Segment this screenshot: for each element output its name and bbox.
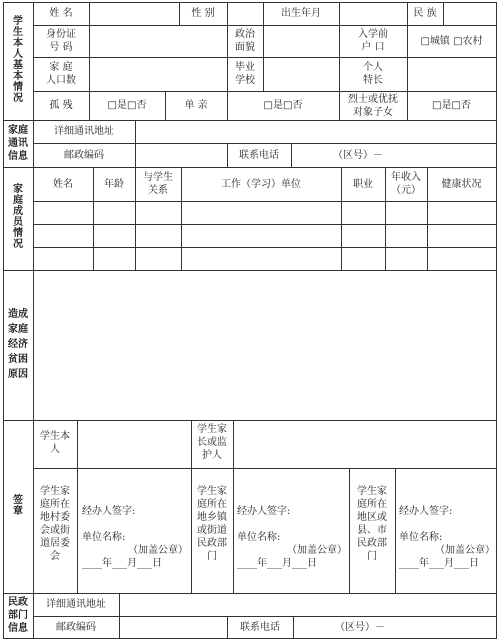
field-birth[interactable] <box>340 3 406 24</box>
section-student-label: 学生本人基本情况 <box>13 16 23 104</box>
label-id-number: 身份证 号 码 <box>46 29 76 53</box>
label-martyr: 烈士或优抚 对象子女 <box>348 94 398 118</box>
field-postcode[interactable] <box>136 144 226 166</box>
family-row[interactable] <box>34 202 496 223</box>
town-sign-block[interactable]: 经办人签字: 单位名称: （加盖公章） ____年___月___日 <box>237 506 347 569</box>
label-student-sign: 学生本 人 <box>40 431 70 455</box>
field-civil-postcode[interactable] <box>120 617 226 637</box>
field-poverty-cause[interactable] <box>34 271 496 419</box>
label-school: 毕业 学校 <box>235 62 255 86</box>
family-header-relation: 与学生关系 <box>143 172 173 196</box>
label-ethnicity: 民 族 <box>413 8 437 19</box>
label-gender: 性 别 <box>191 8 215 19</box>
section-civil-label: 民政 部门 信息 <box>8 597 28 634</box>
label-civil-address: 详细通讯地址 <box>46 599 106 610</box>
label-postcode: 邮政编码 <box>64 150 104 161</box>
label-household: 家 庭 人口数 <box>46 62 76 86</box>
family-row[interactable] <box>34 225 496 246</box>
label-single-parent: 单 亲 <box>184 100 208 111</box>
label-politics: 政治 面貌 <box>235 29 255 53</box>
label-talent: 个人 特长 <box>363 62 383 86</box>
label-address: 详细通讯地址 <box>54 126 114 137</box>
field-gender[interactable] <box>228 3 262 24</box>
field-ethnicity[interactable] <box>444 3 495 24</box>
field-student-sign[interactable] <box>78 421 190 467</box>
field-politics[interactable] <box>264 26 338 56</box>
field-civil-phone[interactable]: （区号）－ <box>335 622 385 633</box>
label-town-office: 学生家 庭所在 地乡镇 或街道 民政部 门 <box>197 486 227 562</box>
label-village-committee: 学生家 庭所在 地村委 会或街 道居委 会 <box>40 486 70 562</box>
field-id-number[interactable] <box>90 26 226 56</box>
field-household[interactable] <box>90 58 226 90</box>
family-header-age: 年龄 <box>104 179 124 190</box>
field-talent[interactable] <box>408 58 495 90</box>
field-school[interactable] <box>264 58 338 90</box>
village-sign-block[interactable]: 经办人签字: 单位名称: （加盖公章） ____年___月___日 <box>82 506 188 569</box>
label-civil-postcode: 邮政编码 <box>56 622 96 633</box>
county-sign-block[interactable]: 经办人签字: 单位名称: （加盖公章） ____年___月___日 <box>399 506 495 569</box>
section-family-label: 家庭成员情况 <box>13 184 23 250</box>
field-guardian-sign[interactable] <box>234 421 495 467</box>
single-parent-checkbox[interactable]: □是□否 <box>263 100 303 111</box>
section-cause-label: 造成 家庭 经济 贫困 原因 <box>8 309 28 380</box>
field-phone[interactable]: （区号）－ <box>333 150 383 161</box>
section-contact-label: 家庭 通讯 信息 <box>8 125 28 162</box>
family-header-name: 姓名 <box>53 179 73 190</box>
field-name[interactable] <box>90 3 178 24</box>
label-phone: 联系电话 <box>239 150 279 161</box>
label-civil-phone: 联系电话 <box>240 622 280 633</box>
field-address[interactable] <box>136 121 495 142</box>
label-birth: 出生年月 <box>281 8 321 19</box>
family-row[interactable] <box>34 248 496 269</box>
student-aid-form <box>3 2 497 639</box>
field-civil-address[interactable] <box>120 594 495 615</box>
label-guardian-sign: 学生家 长或监 护人 <box>197 424 227 461</box>
label-orphan: 孤 残 <box>49 100 73 111</box>
section-sign-label: 签章 <box>13 495 23 517</box>
label-county-office: 学生家 庭所在 地区或 县、市 民政部 门 <box>357 486 387 562</box>
family-header-income: 年收入（元） <box>391 172 421 196</box>
hukou-checkbox-group[interactable]: □城镇 □农村 <box>420 36 483 47</box>
family-header-occupation: 职业 <box>353 179 373 190</box>
orphan-checkbox[interactable]: □是□否 <box>107 100 147 111</box>
family-header-health: 健康状况 <box>441 179 482 190</box>
martyr-checkbox[interactable]: □是□否 <box>432 100 471 111</box>
family-header-workplace: 工作（学习）单位 <box>221 179 301 190</box>
label-hukou: 入学前 户 口 <box>358 29 388 53</box>
label-name: 姓 名 <box>49 8 73 19</box>
